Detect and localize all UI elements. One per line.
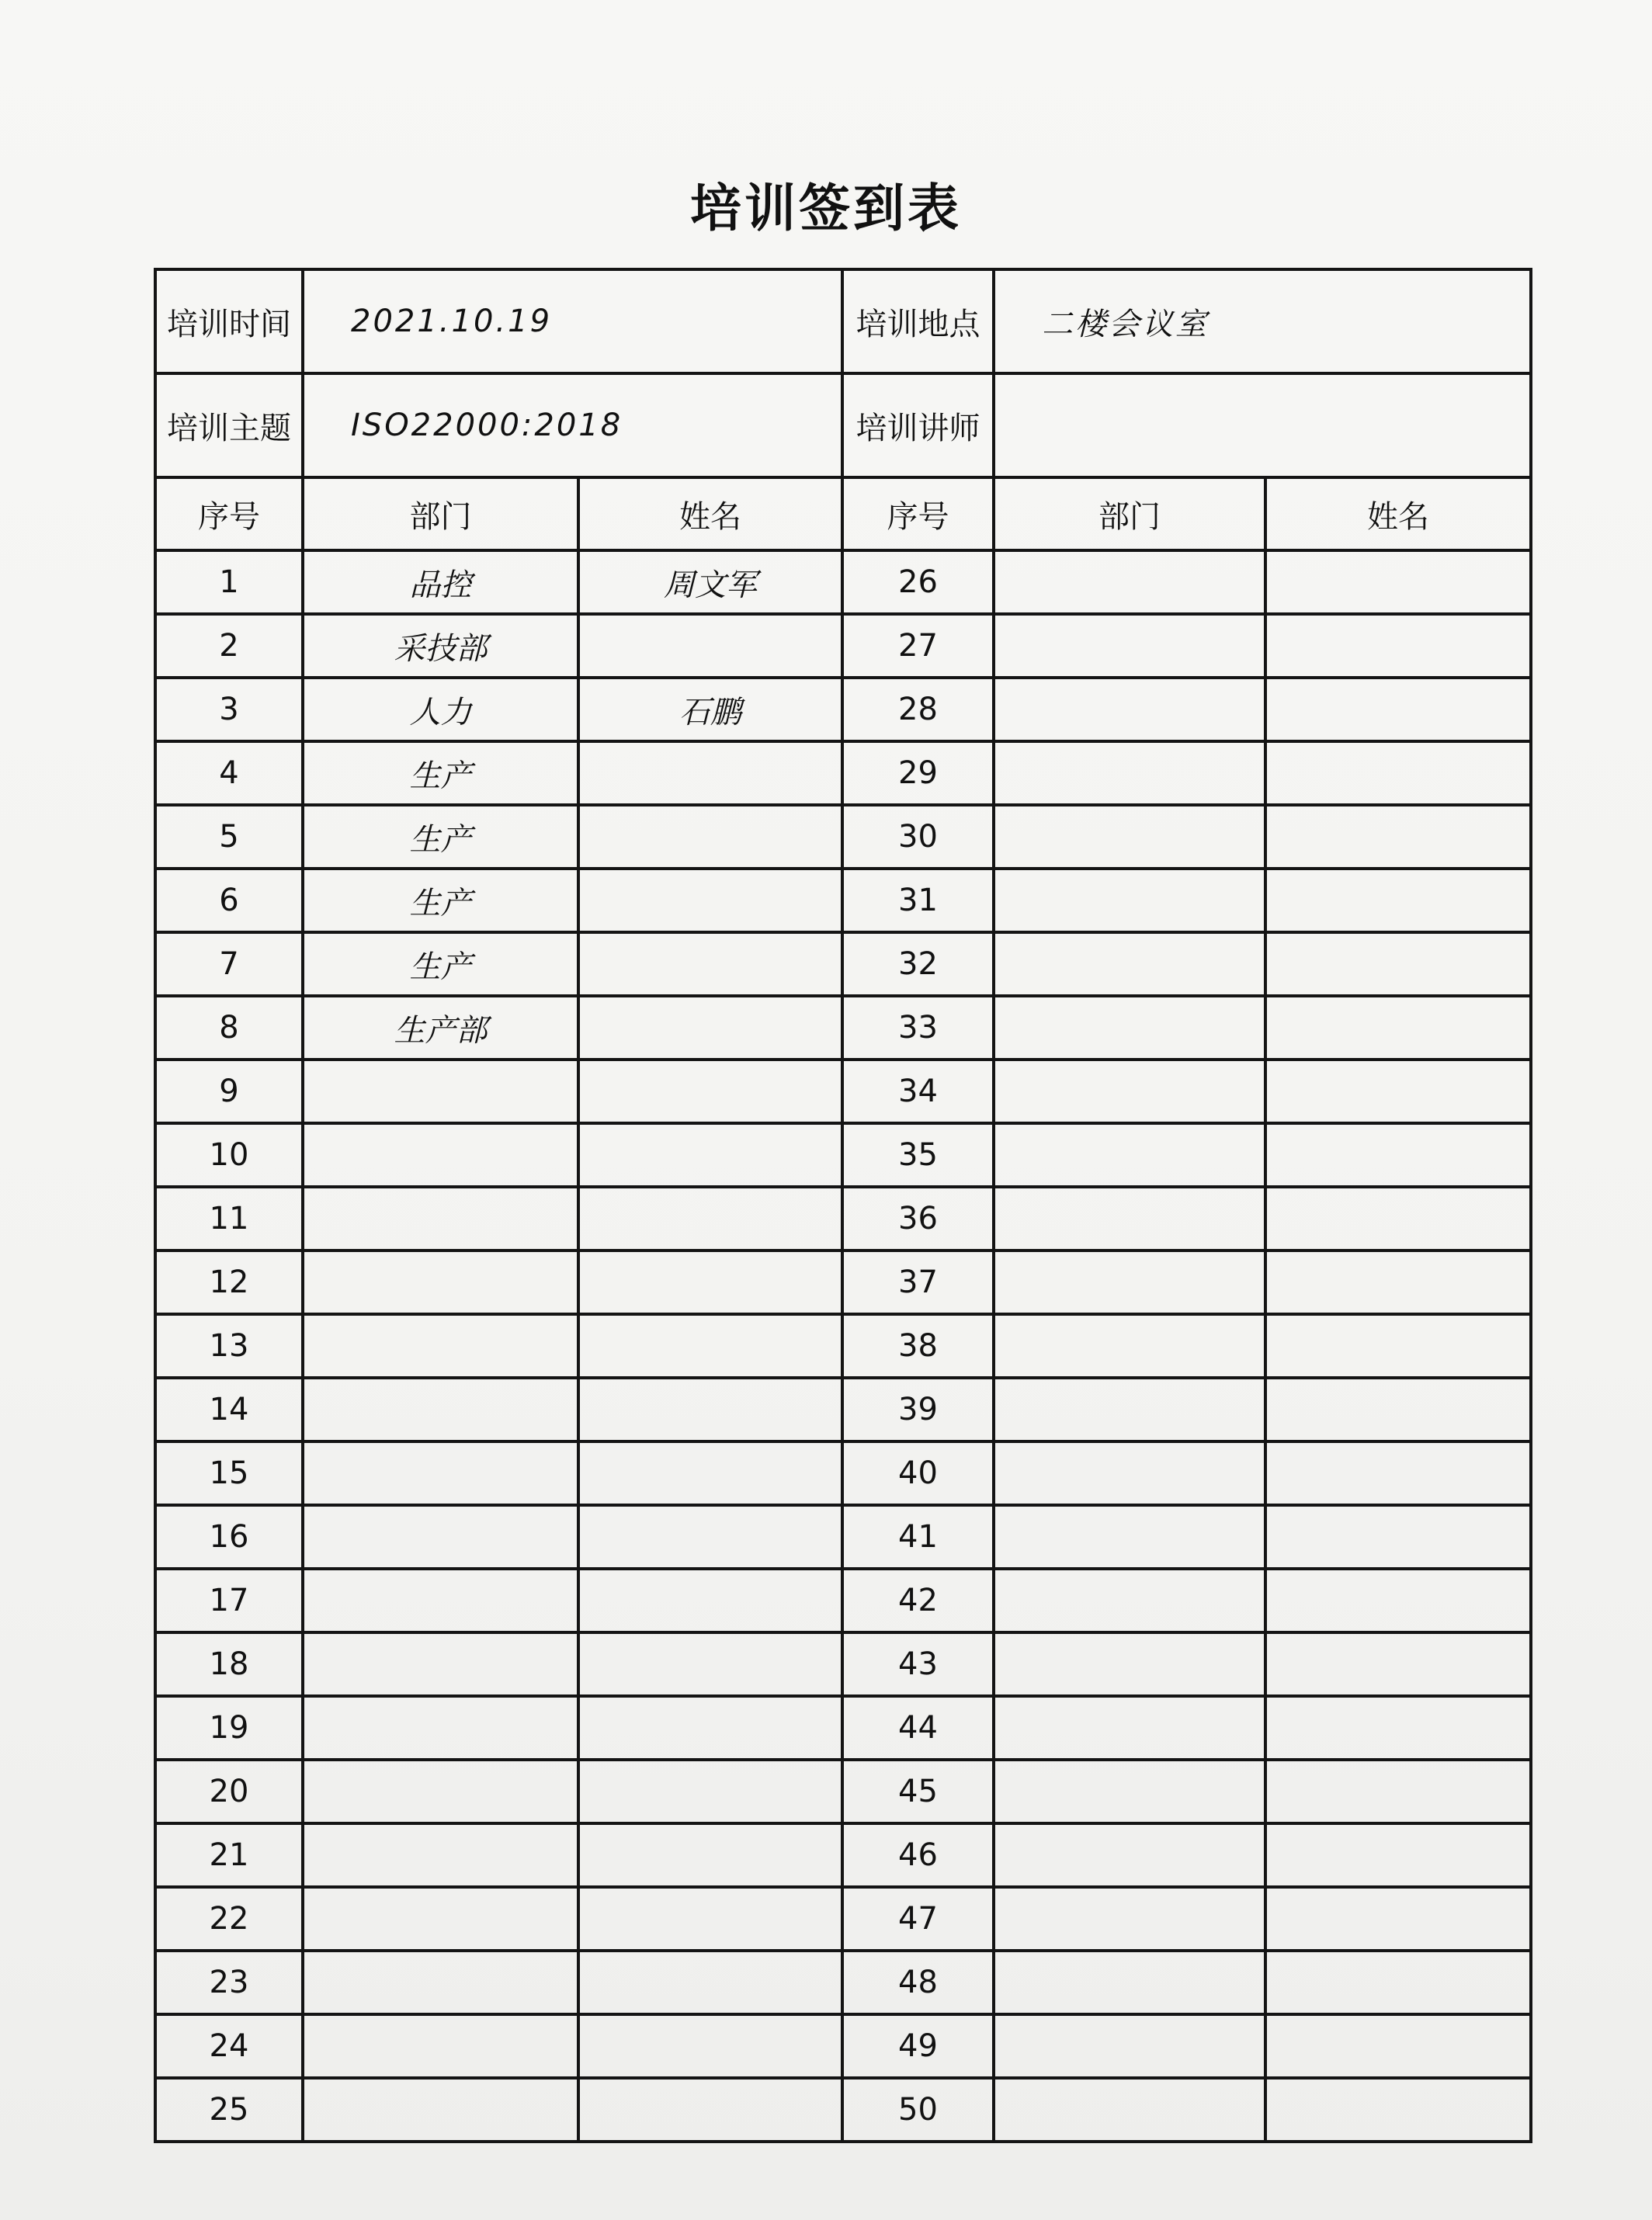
row-number-left: 9 — [155, 1060, 303, 1123]
row-number-left: 16 — [155, 1505, 303, 1569]
topic-label: 培训主题 — [155, 373, 303, 477]
name-cell-left[interactable] — [578, 1505, 842, 1569]
row-number-right: 42 — [842, 1569, 994, 1632]
dept-cell-left[interactable] — [303, 1060, 578, 1123]
table-row — [155, 1569, 1531, 1632]
dept-cell-left[interactable] — [303, 1314, 578, 1378]
dept-cell-right[interactable] — [994, 2014, 1265, 2078]
col-header-dept-left: 部门 — [303, 477, 578, 550]
name-cell-left[interactable] — [578, 869, 842, 932]
name-cell-right[interactable] — [1265, 1760, 1531, 1823]
table-row — [155, 805, 1531, 869]
table-row — [155, 869, 1531, 932]
time-label: 培训时间 — [155, 269, 303, 373]
time-place-row — [155, 269, 1531, 373]
name-cell-right[interactable] — [1265, 1060, 1531, 1123]
name-cell-left[interactable] — [578, 1823, 842, 1887]
name-cell-right[interactable] — [1265, 1887, 1531, 1951]
dept-cell-left[interactable] — [303, 1632, 578, 1696]
col-header-dept-right: 部门 — [994, 477, 1265, 550]
name-cell-right[interactable] — [1265, 1441, 1531, 1505]
name-cell-left[interactable] — [578, 1441, 842, 1505]
table-row — [155, 2078, 1531, 2142]
name-cell-left[interactable] — [578, 1887, 842, 1951]
row-number-right: 32 — [842, 932, 994, 996]
place-label: 培训地点 — [842, 269, 994, 373]
name-cell-right[interactable] — [1265, 805, 1531, 869]
dept-cell-left[interactable]: 生产 — [303, 869, 578, 932]
name-cell-left[interactable] — [578, 932, 842, 996]
table-row — [155, 2014, 1531, 2078]
dept-cell-right[interactable] — [994, 805, 1265, 869]
table-row — [155, 1378, 1531, 1441]
name-cell-right[interactable] — [1265, 996, 1531, 1060]
name-cell-right[interactable] — [1265, 1505, 1531, 1569]
table-row — [155, 1887, 1531, 1951]
dept-cell-left[interactable]: 生产部 — [303, 996, 578, 1060]
dept-cell-right[interactable] — [994, 1696, 1265, 1760]
name-cell-left[interactable] — [578, 805, 842, 869]
row-number-left: 12 — [155, 1250, 303, 1314]
table-row — [155, 1696, 1531, 1760]
name-cell-left[interactable] — [578, 614, 842, 678]
row-number-left: 25 — [155, 2078, 303, 2142]
dept-cell-right[interactable] — [994, 1187, 1265, 1250]
name-cell-right[interactable] — [1265, 741, 1531, 805]
dept-cell-right[interactable] — [994, 678, 1265, 741]
dept-cell-right[interactable] — [994, 2078, 1265, 2142]
row-number-right: 40 — [842, 1441, 994, 1505]
dept-cell-right[interactable] — [994, 1887, 1265, 1951]
row-number-right: 44 — [842, 1696, 994, 1760]
dept-cell-right[interactable] — [994, 1314, 1265, 1378]
table-row — [155, 1951, 1531, 2014]
dept-cell-right[interactable] — [994, 614, 1265, 678]
name-cell-left[interactable] — [578, 2078, 842, 2142]
name-cell-right[interactable] — [1265, 1187, 1531, 1250]
table-row — [155, 1632, 1531, 1696]
name-cell-right[interactable] — [1265, 614, 1531, 678]
table-row — [155, 1187, 1531, 1250]
row-number-left: 13 — [155, 1314, 303, 1378]
table-row — [155, 1060, 1531, 1123]
dept-cell-left[interactable]: 采技部 — [303, 614, 578, 678]
row-number-right: 47 — [842, 1887, 994, 1951]
dept-cell-right[interactable] — [994, 1123, 1265, 1187]
dept-cell-right[interactable] — [994, 932, 1265, 996]
table-row — [155, 741, 1531, 805]
name-cell-left[interactable] — [578, 1314, 842, 1378]
row-number-left: 10 — [155, 1123, 303, 1187]
dept-cell-left[interactable] — [303, 2014, 578, 2078]
row-number-right: 50 — [842, 2078, 994, 2142]
dept-cell-right[interactable] — [994, 869, 1265, 932]
time-value[interactable]: 2021.10.19 — [303, 269, 842, 373]
place-value[interactable]: 二楼会议室 — [994, 269, 1531, 373]
name-cell-left[interactable] — [578, 1060, 842, 1123]
dept-cell-right[interactable] — [994, 1569, 1265, 1632]
dept-cell-left[interactable] — [303, 1951, 578, 2014]
row-number-right: 43 — [842, 1632, 994, 1696]
row-number-left: 17 — [155, 1569, 303, 1632]
lecturer-label: 培训讲师 — [842, 373, 994, 477]
dept-cell-left[interactable] — [303, 1696, 578, 1760]
name-cell-right[interactable] — [1265, 550, 1531, 614]
table-row — [155, 614, 1531, 678]
row-number-right: 30 — [842, 805, 994, 869]
table-row — [155, 1123, 1531, 1187]
row-number-left: 7 — [155, 932, 303, 996]
row-number-right: 28 — [842, 678, 994, 741]
name-cell-left[interactable] — [578, 996, 842, 1060]
name-cell-left[interactable] — [578, 1123, 842, 1187]
dept-cell-left[interactable] — [303, 1250, 578, 1314]
name-cell-left[interactable] — [578, 1760, 842, 1823]
row-number-left: 18 — [155, 1632, 303, 1696]
row-number-right: 45 — [842, 1760, 994, 1823]
dept-cell-left[interactable] — [303, 1441, 578, 1505]
row-number-right: 26 — [842, 550, 994, 614]
name-cell-right[interactable] — [1265, 1314, 1531, 1378]
dept-cell-left[interactable]: 生产 — [303, 932, 578, 996]
row-number-left: 4 — [155, 741, 303, 805]
row-number-right: 49 — [842, 2014, 994, 2078]
table-row — [155, 1441, 1531, 1505]
name-cell-left[interactable] — [578, 1187, 842, 1250]
table-row — [155, 932, 1531, 996]
dept-cell-right[interactable] — [994, 1441, 1265, 1505]
table-row — [155, 1505, 1531, 1569]
row-number-left: 8 — [155, 996, 303, 1060]
name-cell-left[interactable] — [578, 1569, 842, 1632]
column-header-row — [155, 477, 1531, 550]
name-cell-left[interactable] — [578, 1378, 842, 1441]
name-cell-right[interactable] — [1265, 1250, 1531, 1314]
dept-cell-right[interactable] — [994, 741, 1265, 805]
dept-cell-left[interactable]: 品控 — [303, 550, 578, 614]
dept-cell-left[interactable] — [303, 1505, 578, 1569]
row-number-right: 35 — [842, 1123, 994, 1187]
name-cell-right[interactable] — [1265, 2078, 1531, 2142]
row-number-left: 6 — [155, 869, 303, 932]
row-number-left: 1 — [155, 550, 303, 614]
name-cell-right[interactable] — [1265, 678, 1531, 741]
row-number-left: 14 — [155, 1378, 303, 1441]
row-number-right: 27 — [842, 614, 994, 678]
table-row — [155, 996, 1531, 1060]
table-row — [155, 1760, 1531, 1823]
name-cell-left[interactable] — [578, 1250, 842, 1314]
row-number-left: 11 — [155, 1187, 303, 1250]
table-row — [155, 1314, 1531, 1378]
name-cell-right[interactable] — [1265, 1569, 1531, 1632]
row-number-left: 24 — [155, 2014, 303, 2078]
name-cell-right[interactable] — [1265, 1696, 1531, 1760]
dept-cell-right[interactable] — [994, 1250, 1265, 1314]
topic-lecturer-row — [155, 373, 1531, 477]
dept-cell-right[interactable] — [994, 996, 1265, 1060]
row-number-left: 22 — [155, 1887, 303, 1951]
table-row — [155, 550, 1531, 614]
dept-cell-left[interactable] — [303, 1823, 578, 1887]
name-cell-left[interactable] — [578, 2014, 842, 2078]
dept-cell-right[interactable] — [994, 1760, 1265, 1823]
row-number-right: 34 — [842, 1060, 994, 1123]
dept-cell-right[interactable] — [994, 1060, 1265, 1123]
lecturer-value[interactable] — [994, 373, 1531, 477]
dept-cell-left[interactable] — [303, 2078, 578, 2142]
topic-value[interactable]: ISO22000:2018 — [303, 373, 842, 477]
row-number-left: 3 — [155, 678, 303, 741]
table-row — [155, 678, 1531, 741]
dept-cell-right[interactable] — [994, 1378, 1265, 1441]
name-cell-right[interactable] — [1265, 1951, 1531, 2014]
name-cell-left[interactable] — [578, 1632, 842, 1696]
name-cell-right[interactable] — [1265, 869, 1531, 932]
row-number-right: 38 — [842, 1314, 994, 1378]
row-number-right: 37 — [842, 1250, 994, 1314]
row-number-left: 21 — [155, 1823, 303, 1887]
row-number-right: 33 — [842, 996, 994, 1060]
name-cell-left[interactable] — [578, 741, 842, 805]
dept-cell-left[interactable] — [303, 1887, 578, 1951]
col-header-name-right: 姓名 — [1265, 477, 1531, 550]
sign-in-table — [154, 268, 1532, 2143]
name-cell-right[interactable] — [1265, 932, 1531, 996]
row-number-right: 36 — [842, 1187, 994, 1250]
dept-cell-left[interactable]: 生产 — [303, 805, 578, 869]
dept-cell-right[interactable] — [994, 1632, 1265, 1696]
name-cell-right[interactable] — [1265, 1632, 1531, 1696]
row-number-right: 41 — [842, 1505, 994, 1569]
row-number-right: 39 — [842, 1378, 994, 1441]
dept-cell-left[interactable]: 生产 — [303, 741, 578, 805]
name-cell-right[interactable] — [1265, 2014, 1531, 2078]
dept-cell-left[interactable] — [303, 1569, 578, 1632]
row-number-right: 29 — [842, 741, 994, 805]
name-cell-right[interactable] — [1265, 1123, 1531, 1187]
col-header-name-left: 姓名 — [578, 477, 842, 550]
row-number-left: 23 — [155, 1951, 303, 2014]
name-cell-right[interactable] — [1265, 1378, 1531, 1441]
dept-cell-right[interactable] — [994, 1951, 1265, 2014]
row-number-left: 19 — [155, 1696, 303, 1760]
dept-cell-left[interactable]: 人力 — [303, 678, 578, 741]
row-number-right: 46 — [842, 1823, 994, 1887]
col-header-no-left: 序号 — [155, 477, 303, 550]
name-cell-left[interactable] — [578, 1951, 842, 2014]
page-title: 培训签到表 — [690, 179, 962, 238]
dept-cell-left[interactable] — [303, 1123, 578, 1187]
dept-cell-right[interactable] — [994, 1823, 1265, 1887]
row-number-left: 15 — [155, 1441, 303, 1505]
row-number-left: 5 — [155, 805, 303, 869]
row-number-left: 2 — [155, 614, 303, 678]
dept-cell-left[interactable] — [303, 1187, 578, 1250]
row-number-right: 48 — [842, 1951, 994, 2014]
dept-cell-left[interactable] — [303, 1760, 578, 1823]
name-cell-right[interactable] — [1265, 1823, 1531, 1887]
dept-cell-right[interactable] — [994, 1505, 1265, 1569]
name-cell-left[interactable]: 周文军 — [578, 550, 842, 614]
name-cell-left[interactable]: 石鹏 — [578, 678, 842, 741]
name-cell-left[interactable] — [578, 1696, 842, 1760]
table-row — [155, 1823, 1531, 1887]
row-number-right: 31 — [842, 869, 994, 932]
table-row — [155, 1250, 1531, 1314]
dept-cell-right[interactable] — [994, 550, 1265, 614]
col-header-no-right: 序号 — [842, 477, 994, 550]
row-number-left: 20 — [155, 1760, 303, 1823]
dept-cell-left[interactable] — [303, 1378, 578, 1441]
